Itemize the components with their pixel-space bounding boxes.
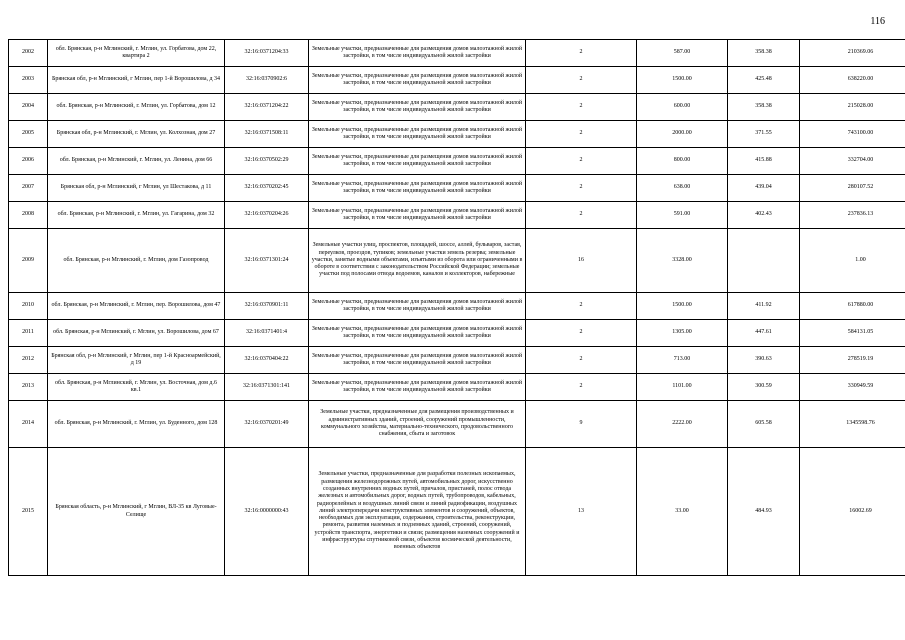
cadastral-value-cell: 330949.59 xyxy=(800,374,905,401)
address-cell: обл. Брянская, р-н Мглинский, г. Мглин, ул. Буденного, дом 128 xyxy=(48,401,225,448)
specific-value-cell: 358.38 xyxy=(728,40,800,67)
address-cell: обл. Брянская, р-н Мглинский, г. Мглин, дом Газопровод xyxy=(48,229,225,293)
cadastral-value-cell: 210369.06 xyxy=(800,40,905,67)
specific-value-cell: 415.88 xyxy=(728,148,800,175)
area-cell: 713.00 xyxy=(637,347,728,374)
address-cell: обл. Брянская, р-н Мглинский, г. Мглин, ул. Горбатова, дом 22, квартира 2 xyxy=(48,40,225,67)
use-group-cell: 2 xyxy=(526,40,637,67)
row-number: 2009 xyxy=(9,229,48,293)
specific-value-cell: 371.55 xyxy=(728,121,800,148)
address-cell: обл. Брянская, р-н Мглинский, г. Мглин, ул. Гагарина, дом 32 xyxy=(48,202,225,229)
permitted-use-cell: Земельные участки, предназначенные для размещения домов малоэтажной жилой застройки, в том числе индивидуальной жилой застройки xyxy=(309,148,526,175)
area-cell: 600.00 xyxy=(637,94,728,121)
address-cell: обл. Брянская, р-н Мглинский, г. Мглин, пер. Ворошилова, дом 47 xyxy=(48,293,225,320)
area-cell: 3328.00 xyxy=(637,229,728,293)
use-group-cell: 2 xyxy=(526,121,637,148)
table-row xyxy=(9,67,905,94)
table-row xyxy=(9,202,905,229)
area-cell: 33.00 xyxy=(637,448,728,576)
row-number: 2005 xyxy=(9,121,48,148)
use-group-cell: 9 xyxy=(526,401,637,448)
table-row xyxy=(9,94,905,121)
cadastral-value-cell: 278519.19 xyxy=(800,347,905,374)
use-group-cell: 2 xyxy=(526,374,637,401)
permitted-use-cell: Земельные участки, предназначенные для размещения домов малоэтажной жилой застройки, в том числе индивидуальной жилой застройки xyxy=(309,374,526,401)
use-group-cell: 16 xyxy=(526,229,637,293)
row-number: 2008 xyxy=(9,202,48,229)
table-row xyxy=(9,40,905,67)
use-group-cell: 2 xyxy=(526,347,637,374)
cadastral-value-cell: 280107.52 xyxy=(800,175,905,202)
area-cell: 1500.00 xyxy=(637,293,728,320)
cadastral-number-cell: 32:16:0370404:22 xyxy=(225,347,309,374)
specific-value-cell: 439.04 xyxy=(728,175,800,202)
specific-value-cell: 402.43 xyxy=(728,202,800,229)
cadastral-number-cell: 32:16:0371204:33 xyxy=(225,40,309,67)
permitted-use-cell: Земельные участки, предназначенные для размещения домов малоэтажной жилой застройки, в том числе индивидуальной жилой застройки xyxy=(309,293,526,320)
row-number: 2006 xyxy=(9,148,48,175)
address-cell: обл. Брянская, р-н Мглинский, г. Мглин, ул. Ворошилова, дом 67 xyxy=(48,320,225,347)
specific-value-cell: 390.63 xyxy=(728,347,800,374)
table-body xyxy=(9,40,905,576)
table-row xyxy=(9,448,905,576)
address-cell: Брянская обл, р-н Мглинский, г Мглин, ул Шестакова, д 11 xyxy=(48,175,225,202)
address-cell: Брянская область, р-н Мглинский, г Мглин, ВЛ-35 кв Луговые-Селище xyxy=(48,448,225,576)
table-row xyxy=(9,121,905,148)
specific-value-cell: 484.93 xyxy=(728,448,800,576)
area-cell: 638.00 xyxy=(637,175,728,202)
cadastral-number-cell: 32:16:0370502:29 xyxy=(225,148,309,175)
use-group-cell: 2 xyxy=(526,175,637,202)
cadastral-value-cell: 1345598.76 xyxy=(800,401,905,448)
permitted-use-cell: Земельные участки, предназначенные для размещения домов малоэтажной жилой застройки, в том числе индивидуальной жилой застройки xyxy=(309,347,526,374)
address-cell: Брянская обл, р-н Мглинский, г Мглин, пер 1-й Ворошилова, д 34 xyxy=(48,67,225,94)
cadastral-value-cell: 332704.00 xyxy=(800,148,905,175)
cadastral-number-cell: 32:16:0000000:43 xyxy=(225,448,309,576)
use-group-cell: 2 xyxy=(526,293,637,320)
address-cell: Брянская обл, р-н Мглинский, г. Мглин, ул. Колхозная, дом 27 xyxy=(48,121,225,148)
use-group-cell: 2 xyxy=(526,148,637,175)
permitted-use-cell: Земельные участки улиц, проспектов, площадей, шоссе, аллей, бульваров, застав, переулков, проездов, тупиков; земельные участки земель резерва; земельные участки, занятые водными объектами, изъятыми из оборота или ограниченными в обороте в соответствии с законодательством Российской Федерации; земельные участки под полосами отвода водоемов, каналов и коллекторов, набережные xyxy=(309,229,526,293)
row-number: 2007 xyxy=(9,175,48,202)
use-group-cell: 2 xyxy=(526,320,637,347)
area-cell: 2000.00 xyxy=(637,121,728,148)
permitted-use-cell: Земельные участки, предназначенные для размещения домов малоэтажной жилой застройки, в том числе индивидуальной жилой застройки xyxy=(309,175,526,202)
permitted-use-cell: Земельные участки, предназначенные для размещения домов малоэтажной жилой застройки, в том числе индивидуальной жилой застройки xyxy=(309,94,526,121)
row-number: 2014 xyxy=(9,401,48,448)
row-number: 2003 xyxy=(9,67,48,94)
cadastral-number-cell: 32:16:0371204:22 xyxy=(225,94,309,121)
table-row xyxy=(9,347,905,374)
cadastral-number-cell: 32:16:0370901:11 xyxy=(225,293,309,320)
cadastral-value-cell: 215028.00 xyxy=(800,94,905,121)
use-group-cell: 13 xyxy=(526,448,637,576)
specific-value-cell: 447.61 xyxy=(728,320,800,347)
permitted-use-cell: Земельные участки, предназначенные для разработки полезных ископаемых, размещения железнодорожных путей, автомобильных дорог, искусственно созданных внутренних водных путей, причалов, пристаней, полос отвода железных и автомобильных дорог, водных путей, трубопроводов, кабельных, радиорелейных и воздушных линий связи и линий радиофикации, воздушных линий электропередачи конструктивных элементов и сооружений, объектов, необходимых для эксплуатации, содержания, строительства, реконструкции, ремонта, развития наземных и подземных зданий, строений, сооружений, устройств транспорта, энергетики и связи; размещения наземных сооружений и инфраструктуры спутниковой связи, объектов космической деятельности, военных объектов xyxy=(309,448,526,576)
cadastral-value-cell: 16002.69 xyxy=(800,448,905,576)
cadastral-number-cell: 32:16:0371508:11 xyxy=(225,121,309,148)
permitted-use-cell: Земельные участки, предназначенные для размещения производственных и административных зданий, строений, сооружений промышленности, коммунального хозяйства, материально-технического, продовольственного снабжения, сбыта и заготовок xyxy=(309,401,526,448)
row-number: 2002 xyxy=(9,40,48,67)
use-group-cell: 2 xyxy=(526,67,637,94)
cadastral-number-cell: 32:16:0370202:45 xyxy=(225,175,309,202)
cadastral-value-cell: 638220.00 xyxy=(800,67,905,94)
area-cell: 587.00 xyxy=(637,40,728,67)
use-group-cell: 2 xyxy=(526,94,637,121)
permitted-use-cell: Земельные участки, предназначенные для размещения домов малоэтажной жилой застройки, в том числе индивидуальной жилой застройки xyxy=(309,40,526,67)
address-cell: обл. Брянская, р-н Мглинский, г. Мглин, ул. Горбатова, дом 12 xyxy=(48,94,225,121)
cadastral-number-cell: 32:16:0370201:49 xyxy=(225,401,309,448)
permitted-use-cell: Земельные участки, предназначенные для размещения домов малоэтажной жилой застройки, в том числе индивидуальной жилой застройки xyxy=(309,320,526,347)
cadastral-value-cell: 1.00 xyxy=(800,229,905,293)
specific-value-cell: 411.92 xyxy=(728,293,800,320)
row-number: 2010 xyxy=(9,293,48,320)
table-row xyxy=(9,374,905,401)
cadastral-number-cell: 32:16:0371301:24 xyxy=(225,229,309,293)
address-cell: обл. Брянская, р-н Мглинский, г. Мглин, ул. Восточная, дом д.6 кв.1 xyxy=(48,374,225,401)
row-number: 2013 xyxy=(9,374,48,401)
permitted-use-cell: Земельные участки, предназначенные для размещения домов малоэтажной жилой застройки, в том числе индивидуальной жилой застройки xyxy=(309,121,526,148)
cadastral-number-cell: 32:16:0370902:6 xyxy=(225,67,309,94)
table-row xyxy=(9,401,905,448)
page-number: 116 xyxy=(870,16,885,27)
row-number: 2011 xyxy=(9,320,48,347)
specific-value-cell xyxy=(728,229,800,293)
cadastral-number-cell: 32:16:0370204:26 xyxy=(225,202,309,229)
use-group-cell: 2 xyxy=(526,202,637,229)
cadastral-value-cell: 584131.05 xyxy=(800,320,905,347)
address-cell: обл. Брянская, р-н Мглинский, г. Мглин, ул. Ленина, дом 66 xyxy=(48,148,225,175)
specific-value-cell: 425.48 xyxy=(728,67,800,94)
area-cell: 1305.00 xyxy=(637,320,728,347)
area-cell: 800.00 xyxy=(637,148,728,175)
table-row xyxy=(9,320,905,347)
table-row xyxy=(9,293,905,320)
area-cell: 591.00 xyxy=(637,202,728,229)
cadastral-number-cell: 32:16:0371301:141 xyxy=(225,374,309,401)
cadastral-number-cell: 32:16:0371401:4 xyxy=(225,320,309,347)
permitted-use-cell: Земельные участки, предназначенные для размещения домов малоэтажной жилой застройки, в том числе индивидуальной жилой застройки xyxy=(309,202,526,229)
cadastral-registry-table xyxy=(8,39,905,576)
cadastral-value-cell: 617880.00 xyxy=(800,293,905,320)
specific-value-cell: 300.59 xyxy=(728,374,800,401)
table-row xyxy=(9,148,905,175)
table-row xyxy=(9,229,905,293)
specific-value-cell: 605.58 xyxy=(728,401,800,448)
cadastral-value-cell: 237836.13 xyxy=(800,202,905,229)
area-cell: 1500.00 xyxy=(637,67,728,94)
row-number: 2015 xyxy=(9,448,48,576)
address-cell: Брянская обл, р-н Мглинский, г Мглин, пер 1-й Красноармейский, д 19 xyxy=(48,347,225,374)
row-number: 2012 xyxy=(9,347,48,374)
permitted-use-cell: Земельные участки, предназначенные для размещения домов малоэтажной жилой застройки, в том числе индивидуальной жилой застройки xyxy=(309,67,526,94)
table-row xyxy=(9,175,905,202)
row-number: 2004 xyxy=(9,94,48,121)
specific-value-cell: 358.38 xyxy=(728,94,800,121)
area-cell: 2222.00 xyxy=(637,401,728,448)
area-cell: 1101.00 xyxy=(637,374,728,401)
cadastral-value-cell: 743100.00 xyxy=(800,121,905,148)
